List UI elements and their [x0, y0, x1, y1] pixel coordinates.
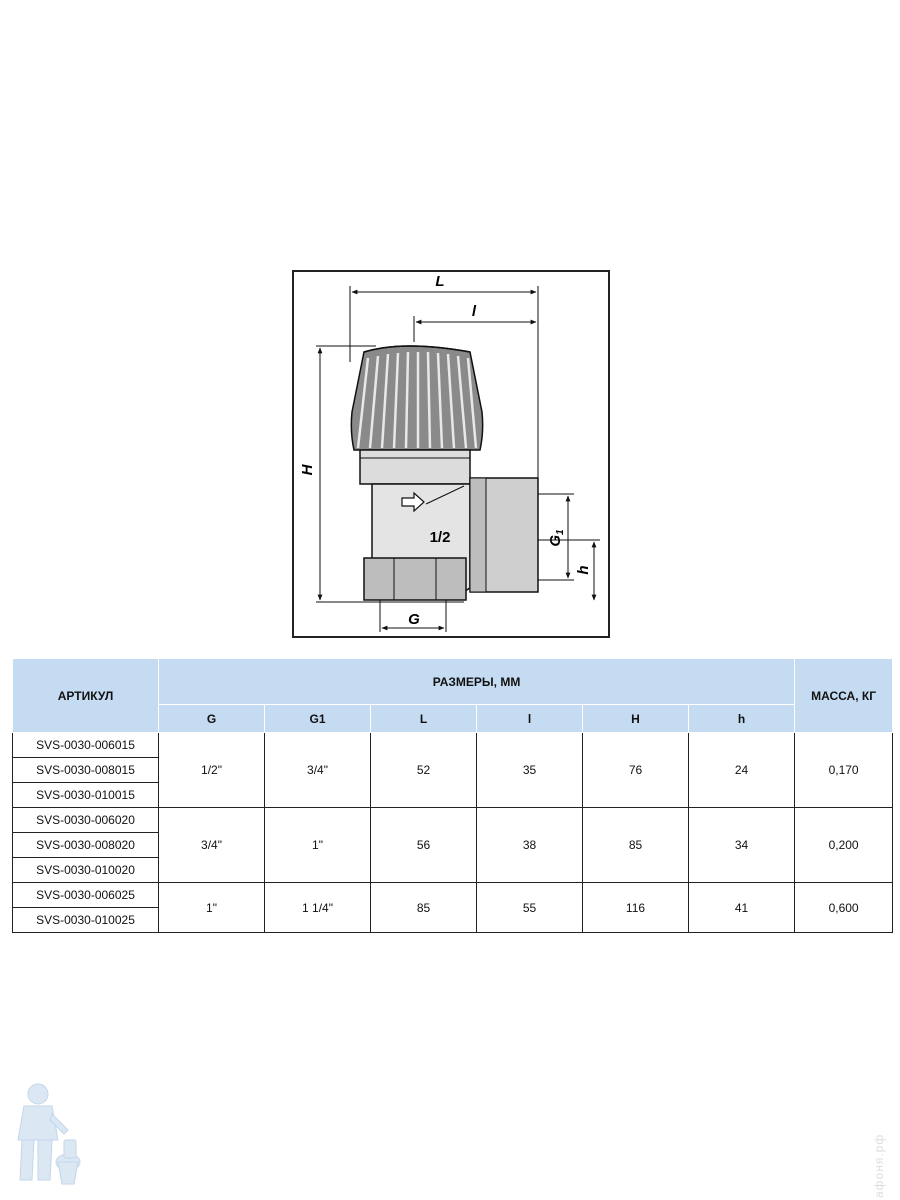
cell-G1: 3/4" [265, 733, 371, 808]
cell-G: 1" [159, 883, 265, 933]
cell-mass: 0,200 [795, 808, 893, 883]
header-col-l: l [477, 705, 583, 733]
spec-table [12, 658, 893, 933]
cell-G1: 1 1/4" [265, 883, 371, 933]
article-cell: SVS-0030-006015 [13, 733, 159, 758]
cell-l: 55 [477, 883, 583, 933]
valve-drawing [292, 270, 610, 638]
dim-label-G: G [408, 611, 420, 628]
dim-label-L: L [435, 273, 445, 290]
cell-L: 56 [371, 808, 477, 883]
dim-label-G1: $G_1$ [547, 529, 566, 547]
header-col-G: G [159, 705, 265, 733]
article-cell: SVS-0030-010025 [13, 908, 159, 933]
cell-G1: 1" [265, 808, 371, 883]
valve-drawing-svg [294, 272, 612, 640]
article-cell: SVS-0030-010015 [13, 783, 159, 808]
plumber-mascot-icon [8, 1080, 84, 1190]
cell-H: 85 [583, 808, 689, 883]
table-row [13, 883, 893, 908]
header-article: АРТИКУЛ [13, 659, 159, 733]
header-col-h: h [689, 705, 795, 733]
header-col-G1: G1 [265, 705, 371, 733]
cell-l: 35 [477, 733, 583, 808]
dim-label-h: h [575, 565, 592, 575]
header-col-L: L [371, 705, 477, 733]
cell-h: 41 [689, 883, 795, 933]
cell-L: 85 [371, 883, 477, 933]
table-row [13, 808, 893, 833]
valve-bottom-nut [364, 558, 466, 600]
cell-mass: 0,600 [795, 883, 893, 933]
article-cell: SVS-0030-006025 [13, 883, 159, 908]
cell-L: 52 [371, 733, 477, 808]
table-row [13, 733, 893, 758]
article-cell: SVS-0030-008015 [13, 758, 159, 783]
cell-mass: 0,170 [795, 733, 893, 808]
article-cell: SVS-0030-008020 [13, 833, 159, 858]
valve-knob [351, 346, 482, 450]
header-mass: МАССА, КГ [795, 659, 893, 733]
site-watermark: афоня.рф [872, 1133, 886, 1198]
dim-label-l: l [471, 303, 477, 320]
cell-h: 34 [689, 808, 795, 883]
article-cell: SVS-0030-006020 [13, 808, 159, 833]
cell-G: 3/4" [159, 808, 265, 883]
cell-H: 76 [583, 733, 689, 808]
cell-H: 116 [583, 883, 689, 933]
cell-G: 1/2" [159, 733, 265, 808]
body-size-mark: 1/2 [429, 529, 451, 546]
cell-h: 24 [689, 733, 795, 808]
dim-label-H: H [299, 464, 316, 476]
article-cell: SVS-0030-010020 [13, 858, 159, 883]
header-dimensions: РАЗМЕРЫ, ММ [159, 659, 795, 705]
header-col-H: H [583, 705, 689, 733]
plumber-mascot-watermark [8, 1080, 84, 1190]
valve-collar [360, 450, 470, 484]
cell-l: 38 [477, 808, 583, 883]
